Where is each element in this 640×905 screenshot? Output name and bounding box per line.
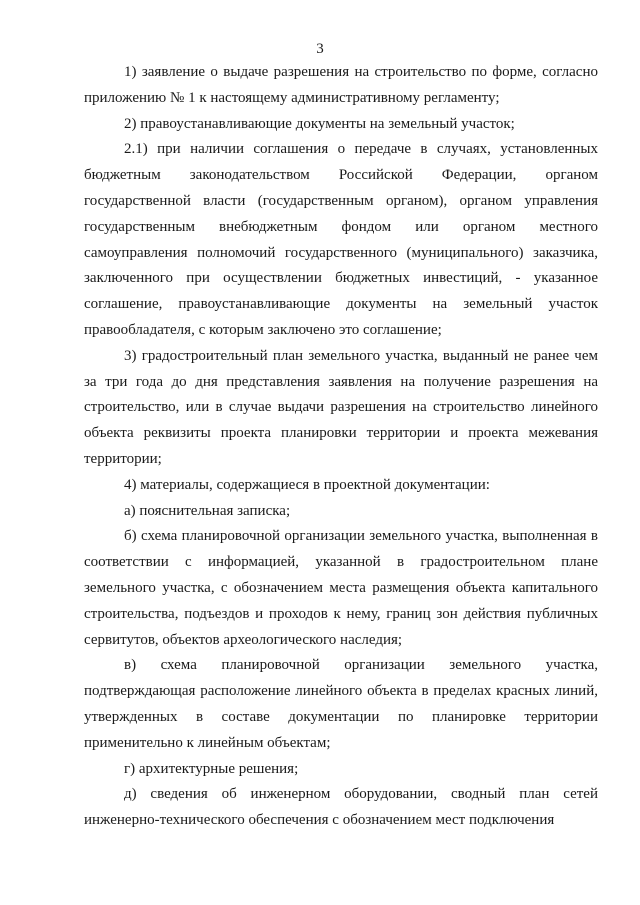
paragraph-agreement: 2.1) при наличии соглашения о передаче в случаях, установленных бюджетным законодательством Российской Федерации, органом государственной власти (государственным органом), органом управления государственным внебюджетным фондом или органом местного самоуправления полномочий государственного (муниципального) заказчика, заключенного при осуществлении бюджетных инвестиций, - указанное соглашение, правоустанавливающие документы на земельный участок правообладателя, с которым заключено это соглашение; <box>84 141 598 338</box>
paragraph-urban-plan: 3) градостроительный план земельного участка, выданный не ранее чем за три года до дня представления заявления на получение разрешения на строительство, или в случае выдачи разрешения на строительство линейного объекта реквизиты проекта планировки территории и проекта межевания территории; <box>84 347 598 467</box>
document-body <box>84 60 598 834</box>
paragraph-title-documents: 2) правоустанавливающие документы на земельный участок; <box>124 115 515 132</box>
paragraph-application-form: 1) заявление о выдаче разрешения на строительство по форме, согласно приложению № 1 к настоящему административному регламенту; <box>84 64 598 106</box>
paragraph-linear-object-plan: в) схема планировочной организации земельного участка, подтверждающая расположение линейного объекта в пределах красных линий, утвержденных в составе документации по планировке территории применительно к линейным объектам; <box>84 657 598 751</box>
paragraph-explanatory-note: а) пояснительная записка; <box>124 502 291 519</box>
page-number: 3 <box>316 41 324 57</box>
paragraph-architectural-solutions: г) архитектурные решения; <box>124 760 299 777</box>
paragraph-site-plan: б) схема планировочной организации земельного участка, выполненная в соответствии с информацией, указанной в градостроительном плане земельного участка, с обозначением места размещения объекта капитального строительства, подъездов и проходов к нему, границ зон действия публичных сервитутов, объектов археологического наследия; <box>84 528 598 648</box>
paragraph-project-materials: 4) материалы, содержащиеся в проектной документации: <box>124 476 490 493</box>
paragraph-engineering-equipment: д) сведения об инженерном оборудовании, сводный план сетей инженерно-технического обеспечения с обозначением мест подключения <box>84 786 598 829</box>
